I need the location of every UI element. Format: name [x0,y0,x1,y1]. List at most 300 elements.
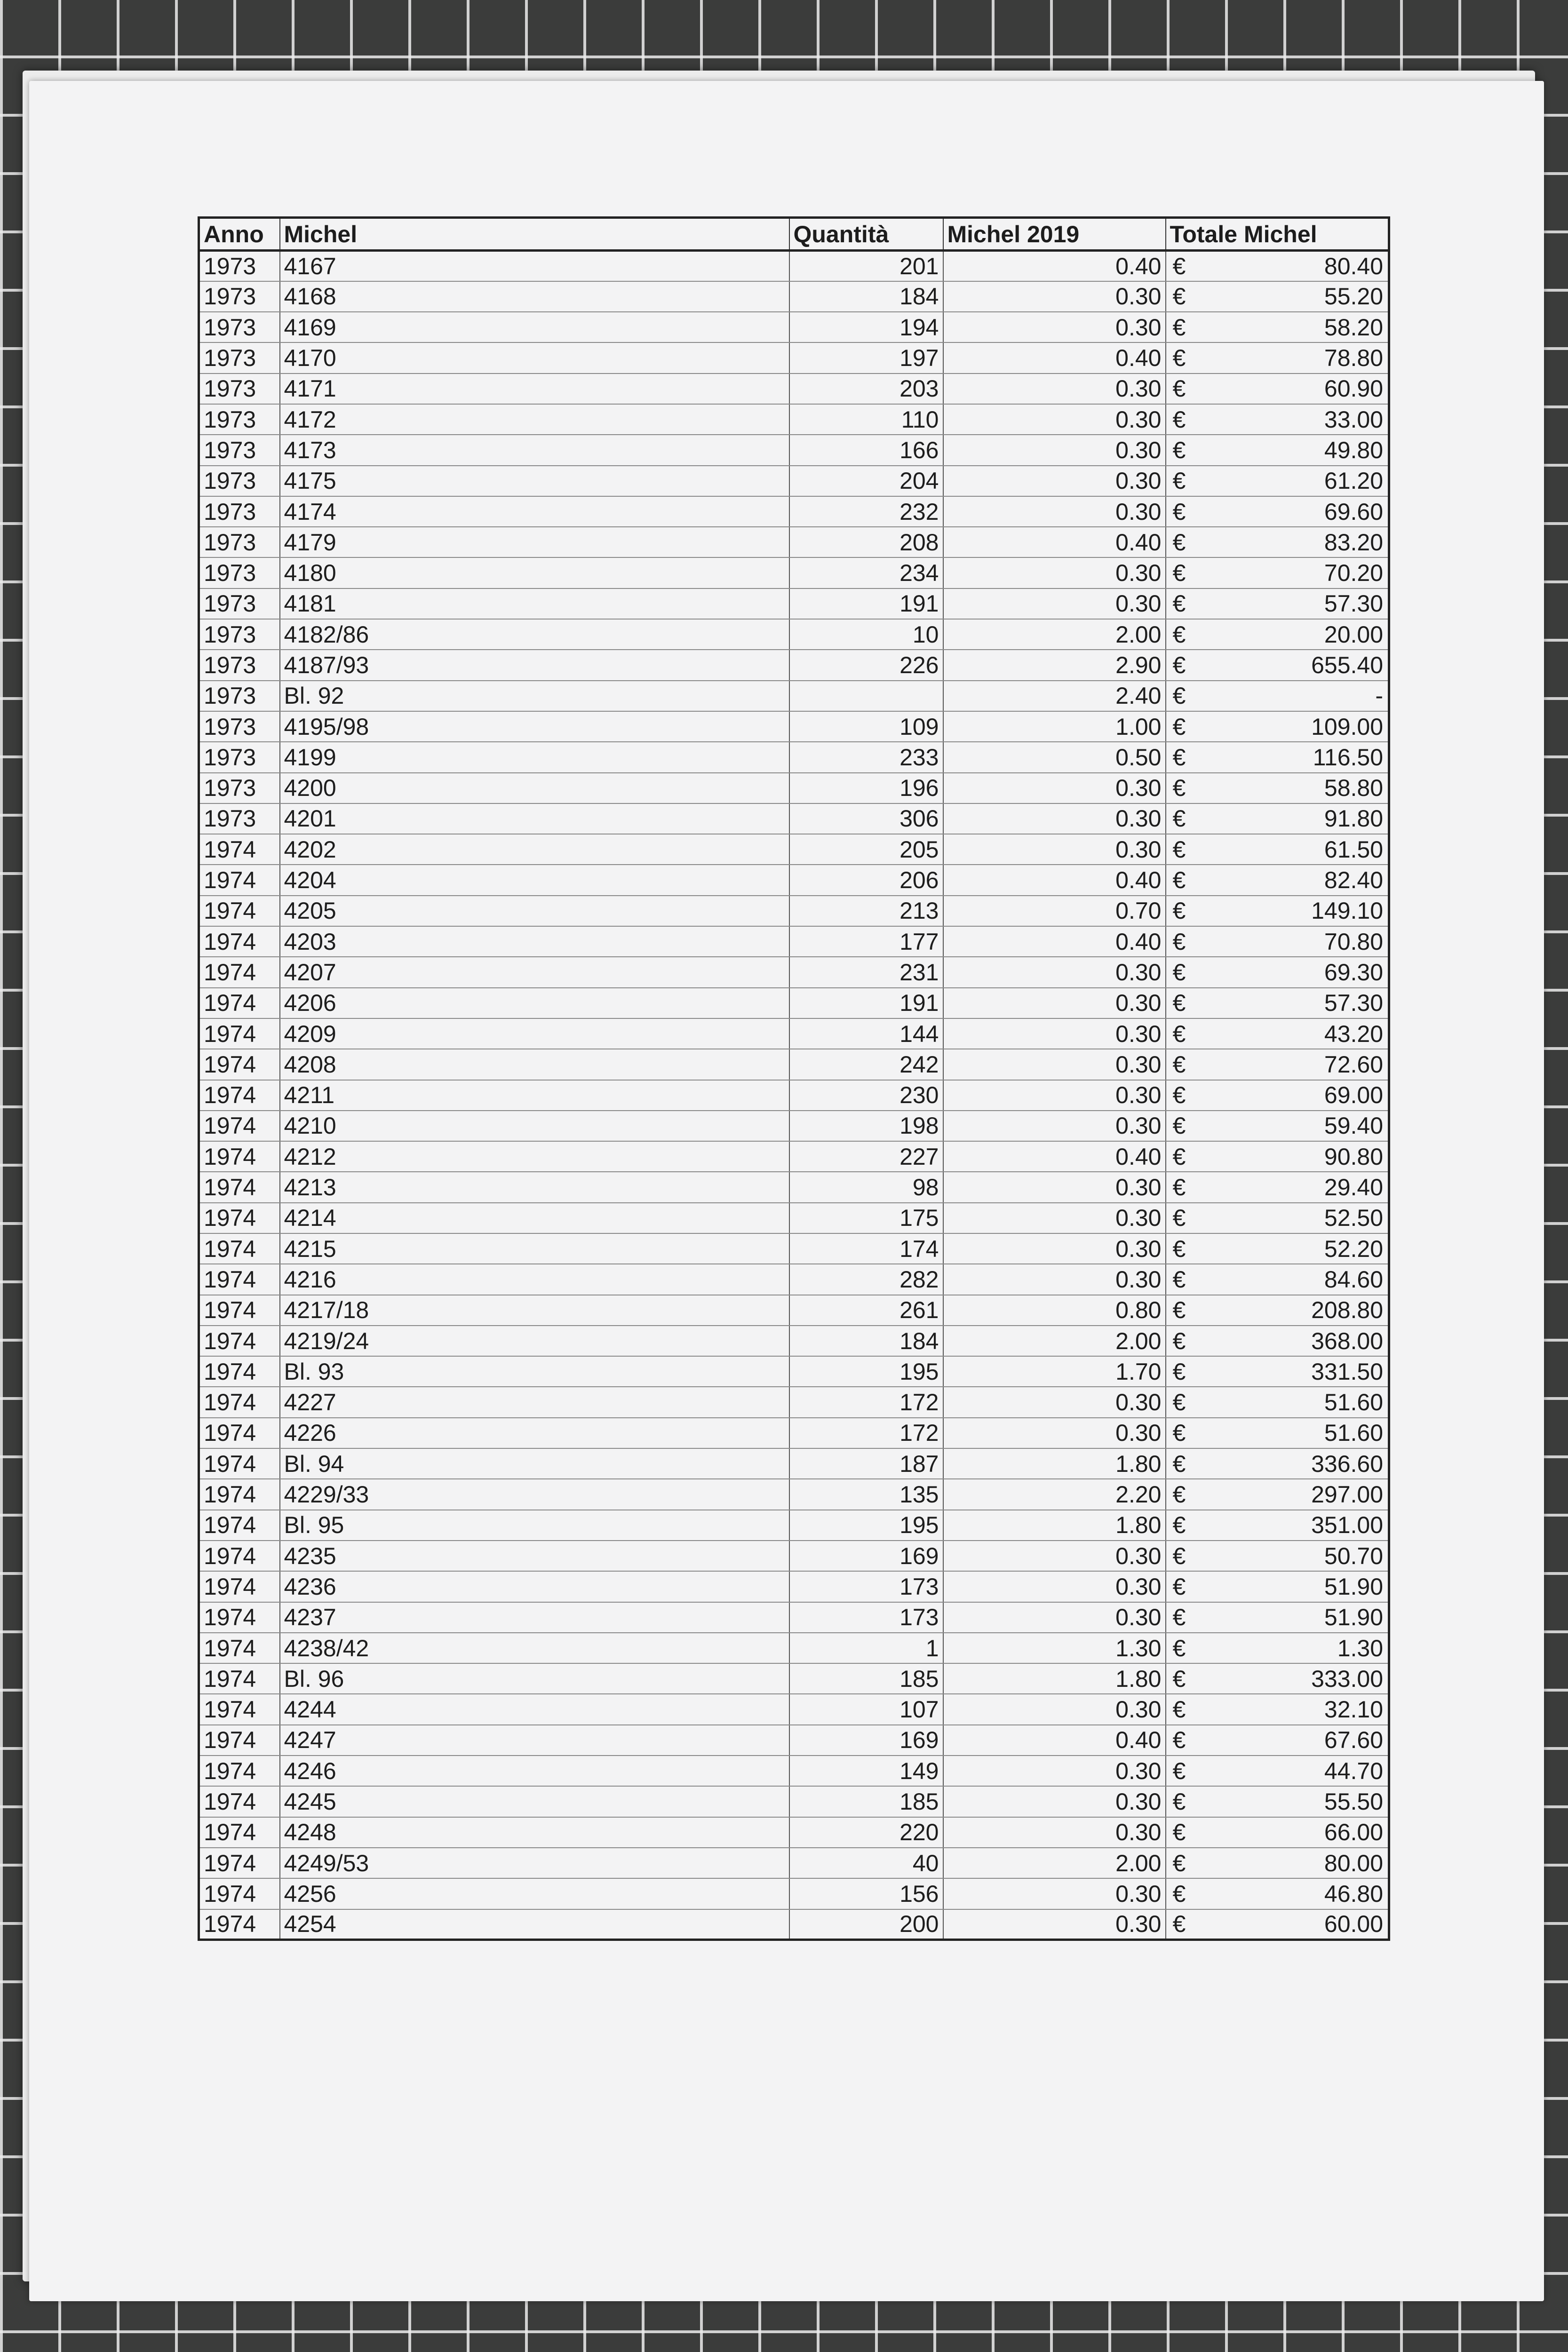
currency-symbol-cell: € [1166,711,1209,742]
michel-2019-price-cell: 0.70 [943,896,1166,926]
table-row [199,957,1389,987]
michel-number-cell: 4211 [280,1080,789,1111]
quantity-cell: 198 [789,1111,943,1141]
currency-symbol-cell: € [1166,1018,1209,1049]
anno-cell: 1974 [199,1049,280,1080]
michel-2019-price-cell: 0.30 [943,957,1166,987]
table-row [199,1295,1389,1326]
table-row [199,1725,1389,1756]
total-michel-cell: 1.30 [1209,1633,1389,1663]
anno-cell: 1973 [199,619,280,650]
anno-cell: 1974 [199,957,280,987]
michel-number-cell: 4175 [280,466,789,496]
quantity-cell: 185 [789,1786,943,1817]
michel-2019-price-cell: 0.30 [943,1756,1166,1786]
total-michel-cell: 52.20 [1209,1233,1389,1264]
michel-number-cell: 4199 [280,742,789,772]
total-michel-cell: 297.00 [1209,1479,1389,1510]
total-michel-cell: 80.00 [1209,1848,1389,1878]
quantity-cell: 201 [789,251,943,281]
quantity-cell: 204 [789,466,943,496]
total-michel-cell: 51.60 [1209,1418,1389,1448]
michel-number-cell: 4215 [280,1233,789,1264]
anno-cell: 1973 [199,312,280,342]
michel-number-cell: 4202 [280,834,789,865]
total-michel-cell: - [1209,681,1389,711]
table-row [199,1448,1389,1479]
total-michel-cell: 29.40 [1209,1172,1389,1202]
total-michel-cell: 83.20 [1209,527,1389,557]
michel-number-cell: 4201 [280,803,789,834]
table-row [199,466,1389,496]
total-michel-cell: 32.10 [1209,1694,1389,1724]
header-michel: Michel [280,218,789,251]
michel-number-cell: 4238/42 [280,1633,789,1663]
table-row [199,1663,1389,1694]
table-row [199,803,1389,834]
anno-cell: 1973 [199,496,280,527]
michel-2019-price-cell: 0.30 [943,373,1166,404]
currency-symbol-cell: € [1166,1694,1209,1724]
quantity-cell: 306 [789,803,943,834]
anno-cell: 1974 [199,1633,280,1663]
michel-2019-price-cell: 0.30 [943,1909,1166,1940]
total-michel-cell: 20.00 [1209,619,1389,650]
table-row [199,834,1389,865]
michel-number-cell: 4181 [280,588,789,619]
quantity-cell: 10 [789,619,943,650]
michel-number-cell: 4182/86 [280,619,789,650]
michel-2019-price-cell: 1.30 [943,1633,1166,1663]
currency-symbol-cell: € [1166,1203,1209,1233]
quantity-cell [789,681,943,711]
table-row [199,1080,1389,1111]
michel-number-cell: 4216 [280,1264,789,1295]
header-quantita: Quantità [789,218,943,251]
table-row [199,1909,1389,1940]
table-row [199,1233,1389,1264]
currency-symbol-cell: € [1166,1756,1209,1786]
michel-number-cell: 4209 [280,1018,789,1049]
currency-symbol-cell: € [1166,1356,1209,1387]
total-michel-cell: 69.60 [1209,496,1389,527]
currency-symbol-cell: € [1166,1479,1209,1510]
michel-2019-price-cell: 0.30 [943,557,1166,588]
anno-cell: 1973 [199,742,280,772]
table-row [199,1602,1389,1633]
total-michel-cell: 368.00 [1209,1326,1389,1356]
quantity-cell: 282 [789,1264,943,1295]
table-row [199,557,1389,588]
michel-number-cell: 4212 [280,1141,789,1172]
quantity-cell: 135 [789,1479,943,1510]
michel-number-cell: 4172 [280,404,789,435]
michel-number-cell: 4171 [280,373,789,404]
currency-symbol-cell: € [1166,742,1209,772]
quantity-cell: 234 [789,557,943,588]
quantity-cell: 231 [789,957,943,987]
total-michel-cell: 57.30 [1209,588,1389,619]
table-row [199,1049,1389,1080]
header-anno: Anno [199,218,280,251]
currency-symbol-cell: € [1166,1725,1209,1756]
currency-symbol-cell: € [1166,1111,1209,1141]
total-michel-cell: 61.50 [1209,834,1389,865]
quantity-cell: 177 [789,926,943,957]
quantity-cell: 242 [789,1049,943,1080]
michel-number-cell: Bl. 94 [280,1448,789,1479]
quantity-cell: 110 [789,404,943,435]
michel-2019-price-cell: 1.00 [943,711,1166,742]
table-row [199,527,1389,557]
currency-symbol-cell: € [1166,926,1209,957]
total-michel-cell: 70.80 [1209,926,1389,957]
total-michel-cell: 49.80 [1209,435,1389,465]
michel-2019-price-cell: 2.20 [943,1479,1166,1510]
anno-cell: 1973 [199,557,280,588]
total-michel-cell: 69.30 [1209,957,1389,987]
table-row [199,1418,1389,1448]
total-michel-cell: 58.80 [1209,773,1389,803]
currency-symbol-cell: € [1166,466,1209,496]
currency-symbol-cell: € [1166,1448,1209,1479]
michel-number-cell: 4205 [280,896,789,926]
quantity-cell: 109 [789,711,943,742]
quantity-cell: 184 [789,281,943,312]
michel-2019-price-cell: 0.40 [943,1725,1166,1756]
michel-number-cell: 4207 [280,957,789,987]
currency-symbol-cell: € [1166,1326,1209,1356]
michel-number-cell: 4227 [280,1387,789,1417]
quantity-cell: 174 [789,1233,943,1264]
michel-2019-price-cell: 0.30 [943,281,1166,312]
table-row [199,1387,1389,1417]
michel-2019-price-cell: 0.30 [943,312,1166,342]
michel-2019-price-cell: 1.80 [943,1663,1166,1694]
total-michel-cell: 60.90 [1209,373,1389,404]
currency-symbol-cell: € [1166,957,1209,987]
quantity-cell: 1 [789,1633,943,1663]
table-row [199,342,1389,373]
table-row [199,281,1389,312]
table-row [199,312,1389,342]
table-row [199,1817,1389,1848]
michel-2019-price-cell: 0.40 [943,865,1166,895]
anno-cell: 1973 [199,527,280,557]
anno-cell: 1974 [199,1233,280,1264]
currency-symbol-cell: € [1166,1387,1209,1417]
total-michel-cell: 149.10 [1209,896,1389,926]
michel-2019-price-cell: 0.80 [943,1295,1166,1326]
anno-cell: 1974 [199,1786,280,1817]
michel-number-cell: 4214 [280,1203,789,1233]
michel-2019-price-cell: 0.30 [943,834,1166,865]
quantity-cell: 197 [789,342,943,373]
anno-cell: 1974 [199,1172,280,1202]
table-row [199,926,1389,957]
total-michel-cell: 90.80 [1209,1141,1389,1172]
total-michel-cell: 84.60 [1209,1264,1389,1295]
table-row [199,988,1389,1018]
currency-symbol-cell: € [1166,1663,1209,1694]
michel-2019-price-cell: 0.30 [943,466,1166,496]
table-row [199,1326,1389,1356]
anno-cell: 1974 [199,1663,280,1694]
currency-symbol-cell: € [1166,1817,1209,1848]
anno-cell: 1973 [199,404,280,435]
currency-symbol-cell: € [1166,281,1209,312]
total-michel-cell: 60.00 [1209,1909,1389,1940]
anno-cell: 1974 [199,1203,280,1233]
michel-2019-price-cell: 0.30 [943,1817,1166,1848]
currency-symbol-cell: € [1166,496,1209,527]
michel-2019-price-cell: 0.40 [943,1141,1166,1172]
quantity-cell: 169 [789,1541,943,1571]
michel-number-cell: 4217/18 [280,1295,789,1326]
currency-symbol-cell: € [1166,1080,1209,1111]
anno-cell: 1974 [199,988,280,1018]
currency-symbol-cell: € [1166,1848,1209,1878]
quantity-cell: 206 [789,865,943,895]
michel-2019-price-cell: 0.30 [943,1111,1166,1141]
header-row [199,218,1389,251]
quantity-cell: 184 [789,1326,943,1356]
currency-symbol-cell: € [1166,1264,1209,1295]
total-michel-cell: 70.20 [1209,557,1389,588]
table-row [199,1878,1389,1909]
michel-number-cell: 4226 [280,1418,789,1448]
anno-cell: 1974 [199,896,280,926]
currency-symbol-cell: € [1166,1786,1209,1817]
michel-2019-price-cell: 0.30 [943,1786,1166,1817]
michel-number-cell: 4246 [280,1756,789,1786]
quantity-cell: 233 [789,742,943,772]
anno-cell: 1974 [199,1602,280,1633]
michel-number-cell: 4237 [280,1602,789,1633]
quantity-cell: 172 [789,1418,943,1448]
quantity-cell: 230 [789,1080,943,1111]
anno-cell: 1974 [199,1448,280,1479]
michel-2019-price-cell: 0.30 [943,1049,1166,1080]
total-michel-cell: 44.70 [1209,1756,1389,1786]
total-michel-cell: 333.00 [1209,1663,1389,1694]
michel-2019-price-cell: 0.30 [943,1080,1166,1111]
michel-2019-price-cell: 2.00 [943,1848,1166,1878]
currency-symbol-cell: € [1166,1049,1209,1080]
currency-symbol-cell: € [1166,1541,1209,1571]
quantity-cell: 220 [789,1817,943,1848]
anno-cell: 1973 [199,251,280,281]
anno-cell: 1974 [199,1571,280,1602]
anno-cell: 1974 [199,865,280,895]
quantity-cell: 191 [789,988,943,1018]
michel-number-cell: 4206 [280,988,789,1018]
quantity-cell: 40 [789,1848,943,1878]
quantity-cell: 169 [789,1725,943,1756]
michel-number-cell: Bl. 93 [280,1356,789,1387]
michel-number-cell: 4208 [280,1049,789,1080]
michel-number-cell: 4187/93 [280,650,789,680]
quantity-cell: 208 [789,527,943,557]
currency-symbol-cell: € [1166,373,1209,404]
michel-number-cell: 4203 [280,926,789,957]
michel-number-cell: 4179 [280,527,789,557]
michel-2019-price-cell: 0.30 [943,1571,1166,1602]
michel-2019-price-cell: 0.30 [943,435,1166,465]
total-michel-cell: 336.60 [1209,1448,1389,1479]
quantity-cell: 98 [789,1172,943,1202]
currency-symbol-cell: € [1166,1295,1209,1326]
anno-cell: 1974 [199,1725,280,1756]
total-michel-cell: 69.00 [1209,1080,1389,1111]
anno-cell: 1973 [199,773,280,803]
michel-number-cell: 4170 [280,342,789,373]
quantity-cell: 213 [789,896,943,926]
anno-cell: 1974 [199,1756,280,1786]
total-michel-cell: 331.50 [1209,1356,1389,1387]
quantity-cell: 172 [789,1387,943,1417]
quantity-cell: 173 [789,1571,943,1602]
michel-2019-price-cell: 0.40 [943,251,1166,281]
anno-cell: 1974 [199,926,280,957]
anno-cell: 1974 [199,1264,280,1295]
currency-symbol-cell: € [1166,1909,1209,1940]
currency-symbol-cell: € [1166,435,1209,465]
michel-2019-price-cell: 2.40 [943,681,1166,711]
table-row [199,650,1389,680]
michel-2019-price-cell: 2.00 [943,619,1166,650]
total-michel-cell: 52.50 [1209,1203,1389,1233]
currency-symbol-cell: € [1166,1141,1209,1172]
michel-number-cell: 4235 [280,1541,789,1571]
michel-2019-price-cell: 0.30 [943,1541,1166,1571]
anno-cell: 1973 [199,466,280,496]
anno-cell: 1974 [199,834,280,865]
michel-number-cell: 4168 [280,281,789,312]
total-michel-cell: 66.00 [1209,1817,1389,1848]
michel-number-cell: 4254 [280,1909,789,1940]
total-michel-cell: 46.80 [1209,1878,1389,1909]
michel-number-cell: Bl. 96 [280,1663,789,1694]
quantity-cell: 149 [789,1756,943,1786]
michel-2019-price-cell: 1.80 [943,1448,1166,1479]
michel-number-cell: 4167 [280,251,789,281]
table-row [199,1571,1389,1602]
anno-cell: 1973 [199,435,280,465]
currency-symbol-cell: € [1166,588,1209,619]
table-row [199,435,1389,465]
total-michel-cell: 59.40 [1209,1111,1389,1141]
currency-symbol-cell: € [1166,1602,1209,1633]
anno-cell: 1974 [199,1326,280,1356]
quantity-cell: 205 [789,834,943,865]
anno-cell: 1974 [199,1817,280,1848]
total-michel-cell: 51.60 [1209,1387,1389,1417]
currency-symbol-cell: € [1166,988,1209,1018]
total-michel-cell: 78.80 [1209,342,1389,373]
table-row [199,373,1389,404]
currency-symbol-cell: € [1166,834,1209,865]
stamp-inventory-table-container [198,216,1388,1941]
total-michel-cell: 208.80 [1209,1295,1389,1326]
quantity-cell: 107 [789,1694,943,1724]
total-michel-cell: 50.70 [1209,1541,1389,1571]
anno-cell: 1974 [199,1141,280,1172]
michel-2019-price-cell: 0.30 [943,1018,1166,1049]
michel-number-cell: 4210 [280,1111,789,1141]
anno-cell: 1973 [199,803,280,834]
michel-number-cell: 4244 [280,1694,789,1724]
currency-symbol-cell: € [1166,342,1209,373]
table-row [199,251,1389,281]
michel-2019-price-cell: 0.30 [943,404,1166,435]
anno-cell: 1974 [199,1541,280,1571]
quantity-cell: 200 [789,1909,943,1940]
michel-2019-price-cell: 0.30 [943,1233,1166,1264]
michel-2019-price-cell: 0.40 [943,926,1166,957]
michel-number-cell: 4247 [280,1725,789,1756]
total-michel-cell: 109.00 [1209,711,1389,742]
table-row [199,1203,1389,1233]
michel-2019-price-cell: 2.00 [943,1326,1166,1356]
quantity-cell: 173 [789,1602,943,1633]
total-michel-cell: 55.20 [1209,281,1389,312]
michel-number-cell: 4200 [280,773,789,803]
table-row [199,619,1389,650]
total-michel-cell: 80.40 [1209,251,1389,281]
anno-cell: 1973 [199,650,280,680]
anno-cell: 1974 [199,1694,280,1724]
michel-2019-price-cell: 2.90 [943,650,1166,680]
anno-cell: 1974 [199,1418,280,1448]
quantity-cell: 195 [789,1356,943,1387]
quantity-cell: 232 [789,496,943,527]
table-row [199,1479,1389,1510]
currency-symbol-cell: € [1166,1172,1209,1202]
anno-cell: 1974 [199,1510,280,1541]
michel-2019-price-cell: 0.30 [943,1602,1166,1633]
michel-number-cell: 4213 [280,1172,789,1202]
currency-symbol-cell: € [1166,896,1209,926]
michel-number-cell: 4256 [280,1878,789,1909]
michel-number-cell: Bl. 95 [280,1510,789,1541]
total-michel-cell: 55.50 [1209,1786,1389,1817]
currency-symbol-cell: € [1166,650,1209,680]
table-row [199,1786,1389,1817]
michel-number-cell: 4249/53 [280,1848,789,1878]
quantity-cell: 195 [789,1510,943,1541]
table-row [199,1018,1389,1049]
michel-2019-price-cell: 0.30 [943,1878,1166,1909]
total-michel-cell: 58.20 [1209,312,1389,342]
anno-cell: 1974 [199,1878,280,1909]
table-row [199,496,1389,527]
table-row [199,896,1389,926]
michel-number-cell: 4204 [280,865,789,895]
anno-cell: 1973 [199,373,280,404]
table-row [199,1141,1389,1172]
michel-number-cell: 4169 [280,312,789,342]
michel-number-cell: 4248 [280,1817,789,1848]
currency-symbol-cell: € [1166,312,1209,342]
anno-cell: 1973 [199,681,280,711]
quantity-cell: 261 [789,1295,943,1326]
anno-cell: 1974 [199,1018,280,1049]
total-michel-cell: 57.30 [1209,988,1389,1018]
quantity-cell: 166 [789,435,943,465]
table-row [199,1111,1389,1141]
quantity-cell: 156 [789,1878,943,1909]
